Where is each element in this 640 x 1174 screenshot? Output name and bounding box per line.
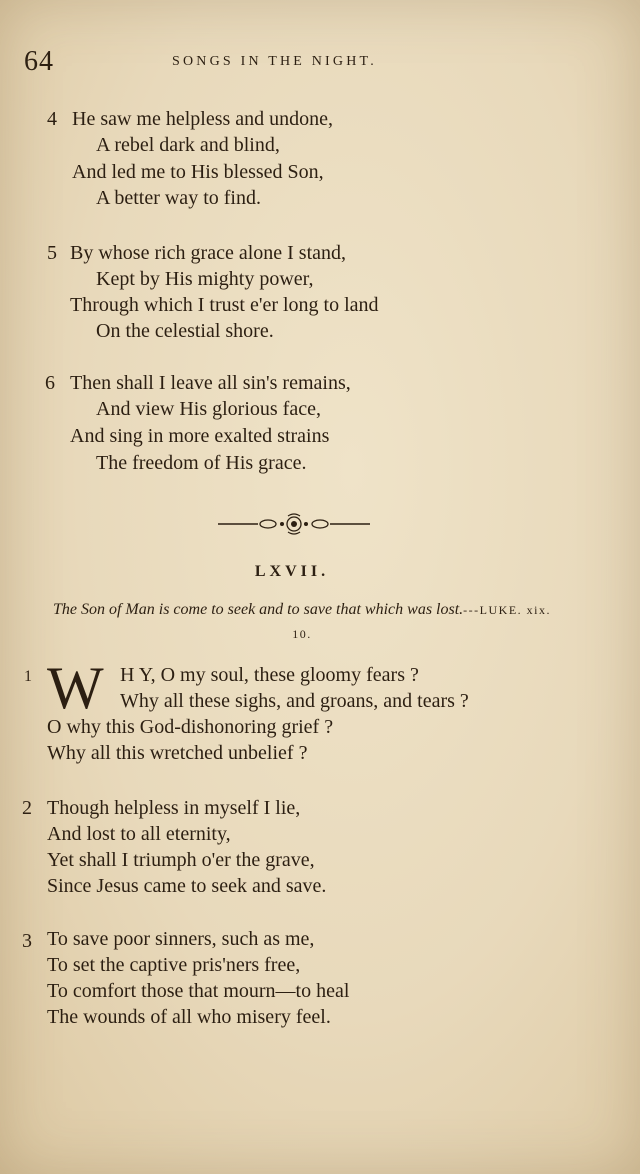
verse-line: Though helpless in myself I lie,: [47, 797, 301, 819]
verse-line: Through which I trust e'er long to land: [70, 294, 379, 316]
epigraph-text: The Son of Man is come to seek and to save that which was lost.: [52, 601, 464, 618]
stanza-number: 4: [47, 108, 57, 130]
verse-line: Since Jesus came to seek and save.: [47, 875, 327, 897]
verse-line: By whose rich grace alone I stand,: [70, 242, 347, 264]
verse-line: To set the captive pris'ners free,: [47, 954, 301, 976]
verse-line: He saw me helpless and undone,: [72, 108, 334, 130]
stanza-number: 5: [47, 242, 57, 264]
verse-line: H Y, O my soul, these gloomy fears ?: [120, 664, 419, 686]
verse-line: And sing in more exalted strains: [70, 425, 330, 447]
drop-cap: W: [47, 655, 104, 721]
page-header: [0, 46, 640, 82]
stanza-number: 1: [24, 668, 32, 685]
verse-line: A better way to find.: [96, 187, 261, 209]
verse-line: Why all this wretched unbelief ?: [47, 742, 308, 764]
epigraph: [42, 598, 562, 646]
verse-line: Yet shall I triumph o'er the grave,: [47, 849, 315, 871]
verse-line: To comfort those that mourn—to heal: [47, 980, 350, 1002]
hymn-number: LXVII.: [254, 563, 330, 580]
verse-line: On the celestial shore.: [96, 320, 274, 342]
verse-line: The freedom of His grace.: [96, 452, 307, 474]
verse-line: A rebel dark and blind,: [96, 134, 280, 156]
stanza-number: 2: [22, 797, 32, 819]
stanza-number: 6: [45, 372, 55, 394]
running-head: SONGS IN THE NIGHT.: [172, 54, 377, 69]
verse-line: And lost to all eternity,: [47, 823, 231, 845]
stanza-number: 3: [22, 930, 32, 952]
verse-line: Then shall I leave all sin's remains,: [70, 372, 351, 394]
verse-line: To save poor sinners, such as me,: [47, 928, 315, 950]
verse-line: The wounds of all who misery feel.: [47, 1006, 331, 1028]
ornament-divider: [218, 512, 370, 536]
verse-line: And led me to His blessed Son,: [72, 161, 324, 183]
page-number: 64: [24, 46, 54, 77]
verse-line: Why all these sighs, and groans, and tears ?: [120, 690, 469, 712]
epigraph-reference: ---LUKE. xix. 10.: [292, 603, 551, 641]
verse-line: O why this God-dishonoring grief ?: [47, 716, 334, 738]
verse-line: And view His glorious face,: [96, 398, 321, 420]
verse-line: Kept by His mighty power,: [96, 268, 314, 290]
